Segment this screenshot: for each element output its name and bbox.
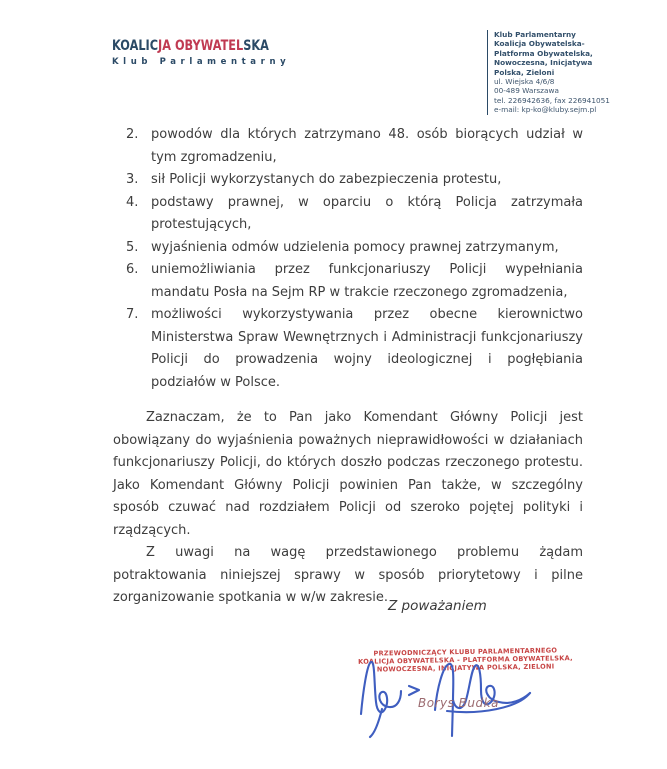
logo-title-part3: SKA — [243, 38, 269, 54]
koalicja-obywatelska-logo — [112, 38, 312, 67]
letterhead-line: Polska, Zieloni — [494, 67, 555, 77]
letterhead-email: e-mail: kp-ko@kluby.sejm.pl — [494, 105, 597, 115]
list-item — [113, 259, 583, 304]
paragraph-1: Zaznaczam, że to Pan jako Komendant Główny Policji jest obowiązany do wyjaśnienia poważnych nieprawidłowości w działaniach funkcjonariuszy Policji, do których doszło podczas rzeczonego protestu. Jako Komendant Główny Policji powinien Pan także, w szczególny sposób czuwać nad rozdziałem Policji od szeroko pojętej polityki i rządzących. — [113, 410, 583, 538]
letter-body — [113, 124, 583, 610]
list-item — [113, 169, 583, 192]
list-item-text: podstawy prawnej, w oparciu o którą Policja zatrzymała protestujących, — [151, 194, 583, 232]
signer-name: Borys Budka — [418, 696, 499, 710]
list-item-number: 7. — [126, 307, 139, 322]
letterhead-line: Nowoczesna, Inicjatywa — [494, 58, 593, 68]
list-item-text: wyjaśnienia odmów udzielenia pomocy prawnej zatrzymanym, — [151, 239, 559, 255]
list-item — [113, 237, 583, 260]
logo-subtitle: Klub Parlamentarny — [112, 57, 291, 67]
paragraph-2: Z uwagi na wagę przedstawionego problemu żądam potraktowania niniejszej sprawy w sposób priorytetowy i pilne zorganizowanie spotkania w w/w zakresie. — [113, 545, 583, 605]
list-item — [113, 304, 583, 394]
list-item-number: 2. — [126, 127, 139, 142]
letterhead-line: Klub Parlamentarny — [494, 30, 576, 39]
list-item-number: 3. — [126, 172, 139, 187]
logo-title — [112, 38, 268, 54]
logo-title-part2: JA OBYWATEL — [158, 38, 244, 54]
numbered-list — [113, 124, 583, 394]
list-item — [113, 192, 583, 237]
stamp-line: PRZEWODNICZĄCY KLUBU PARLAMENTARNEGO — [373, 646, 558, 658]
letterhead-line: Platforma Obywatelska, — [494, 48, 593, 58]
list-item-text: uniemożliwiania przez funkcjonariuszy Policji wypełniania mandatu Posła na Sejm RP w trakcie rzeczonego zgromadzenia, — [151, 262, 583, 300]
letterhead-city: 00-489 Warszawa — [494, 86, 559, 96]
list-item-text: możliwości wykorzystywania przez obecne kierownictwo Ministerstwa Spraw Wewnętrznych i Administracji funkcjonariuszy Policji do prowadzenia wojny ideologicznej i pogłębiania podziałów w Polsce. — [151, 307, 583, 390]
stamp-line: KOALICJA OBYWATELSKA - PLATFORMA OBYWATELSKA, — [358, 654, 573, 667]
list-item — [113, 124, 583, 169]
valediction: Z poważaniem — [388, 598, 487, 614]
list-item-text: powodów dla których zatrzymano 48. osób biorących udział w tym zgromadzeniu, — [151, 127, 583, 165]
list-item-number: 4. — [126, 194, 139, 210]
letterhead-phone: tel. 226942636, fax 226941051 — [494, 95, 610, 105]
list-item-number: 6. — [126, 262, 139, 277]
logo-title-part1: KOALIC — [112, 38, 159, 54]
letterhead-address-block — [487, 30, 667, 115]
letterhead-line: Koalicja Obywatelska- — [494, 39, 585, 49]
list-item-text: sił Policji wykorzystanych do zabezpieczenia protestu, — [151, 172, 502, 187]
list-item-number: 5. — [126, 239, 139, 255]
letterhead-street: ul. Wiejska 4/6/8 — [494, 77, 555, 87]
stamp-line: NOWOCZESNA, INICJATYWA POLSKA, ZIELONI — [376, 662, 555, 674]
